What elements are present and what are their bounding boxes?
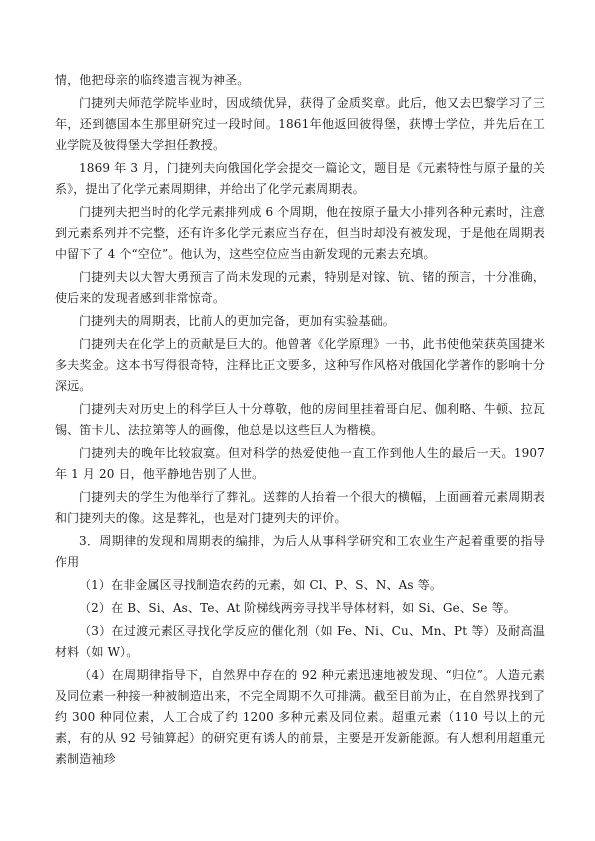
paragraph: 门捷列夫师范学院毕业时，因成绩优异，获得了金质奖章。此后，他又去巴黎学习了三年，还到德国本生那里研究过一段时间。1861年他返回彼得堡，获博士学位，并先后在工业学院及彼得堡大学担任教授。 bbox=[55, 96, 545, 152]
document-page bbox=[55, 70, 545, 772]
paragraph: 门捷列夫的周期表，比前人的更加完备，更加有实验基础。 bbox=[79, 314, 395, 328]
list-item: （1）在非金属区寻找制造农药的元素，如 Cl、P、S、N、As 等。 bbox=[79, 578, 443, 592]
paragraph: 门捷列夫在化学上的贡献是巨大的。他曾著《化学原理》一书，此书使他荣获英国捷米多夫奖金。这本书写得很奇特，注释比正文要多，这种写作风格对俄国化学著作的影响十分深远。 bbox=[55, 337, 545, 393]
list-item: （2）在 B、Si、As、Te、At 阶梯线两旁寻找半导体材料，如 Si、Ge、Se 等。 bbox=[79, 601, 516, 615]
paragraph: 门捷列夫的学生为他举行了葬礼。送葬的人抬着一个很大的横幅，上面画着元素周期表和门捷列夫的像。这是葬礼，也是对门捷列夫的评价。 bbox=[55, 490, 545, 525]
section-heading: 3．周期律的发现和周期表的编排，为后人从事科学研究和工农业生产起着重要的指导作用 bbox=[55, 534, 545, 569]
list-item: （4）在周期律指导下，自然界中存在的 92 种元素迅速地被发现、“归位”。人造元素及同位素一种接一种被制造出来，不完全周期不久可排满。截至目前为止，在自然界找到了约 300 种同位素，人工合成了约 1200 多种元素及同位素。超重元素（110 号以上的元素，有的从 92 号铀算起）的研究更有诱人的前景，主要是开发新能源。有人想利用超重元素制造袖珍 bbox=[55, 668, 545, 766]
paragraph: 情，他把母亲的临终遗言视为神圣。 bbox=[55, 73, 250, 87]
paragraph: 门捷列夫的晚年比较寂寞。但对科学的热爱使他一直工作到他人生的最后一天。1907 年 1 月 20 日，他平静地告别了人世。 bbox=[55, 446, 545, 481]
paragraph: 门捷列夫把当时的化学元素排列成 6 个周期，他在按原子量大小排列各种元素时，注意到元素系列并不完整，还有许多化学元素应当存在，但当时却没有被发现，于是他在周期表中留下了 4 个“空位”。他认为，这些空位应当由新发现的元素去充填。 bbox=[55, 205, 545, 261]
paragraph: 门捷列夫以大智大勇预言了尚未发现的元素，特别是对镓、钪、锗的预言，十分准确，使后来的发现者感到非常惊奇。 bbox=[55, 270, 545, 305]
paragraph: 门捷列夫对历史上的科学巨人十分尊敬，他的房间里挂着哥白尼、伽利略、牛顿、拉瓦锡、笛卡儿、法拉第等人的画像，他总是以这些巨人为楷模。 bbox=[55, 402, 545, 437]
paragraph: 1869 年 3 月，门捷列夫向俄国化学会提交一篇论文，题目是《元素特性与原子量的关系》，提出了化学元素周期律，并给出了化学元素周期表。 bbox=[55, 161, 545, 196]
list-item: （3）在过渡元素区寻找化学反应的催化剂（如 Fe、Ni、Cu、Mn、Pt 等）及耐高温材料（如 W）。 bbox=[55, 624, 545, 659]
